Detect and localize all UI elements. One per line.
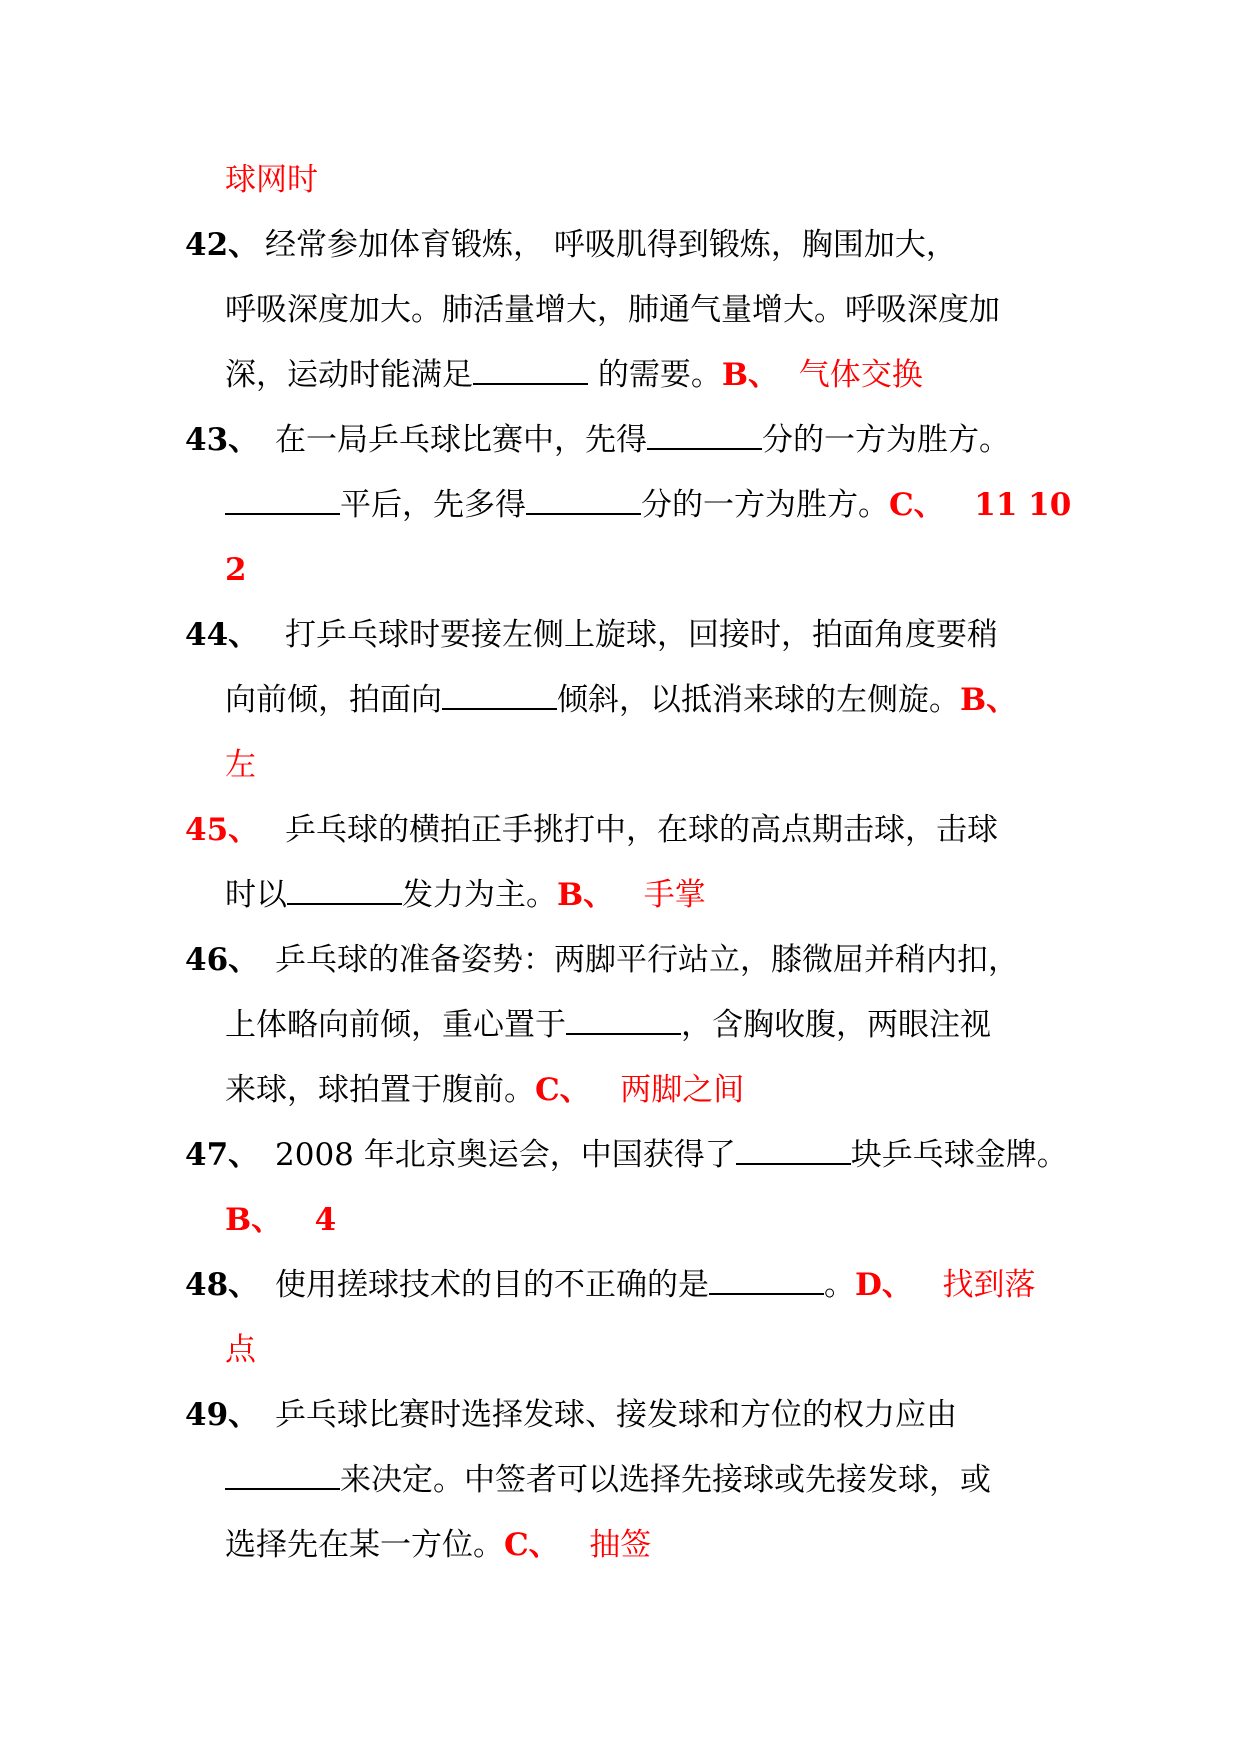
question-text: 向前倾，拍面向 xyxy=(225,682,442,718)
question-text: 来球，球拍置于腹前。 xyxy=(225,1072,535,1108)
question-42-line-1 xyxy=(185,225,957,265)
answer-letter: C、 xyxy=(535,1072,591,1108)
question-text: 分的一方为胜方。 xyxy=(641,487,889,523)
answer-text: 气体交换 xyxy=(798,357,923,393)
question-number: 49、 xyxy=(185,1397,260,1433)
question-text: 使用搓球技术的目的不正确的是 xyxy=(275,1267,709,1303)
answer-text: 找到落 xyxy=(942,1267,1036,1303)
question-text: 乒乓球比赛时选择发球、接发球和方位的权力应由 xyxy=(275,1397,957,1433)
question-text: 经常参加体育锻炼， 呼吸肌得到锻炼，胸围加大， xyxy=(265,227,957,263)
question-46-line-3 xyxy=(225,1070,744,1110)
question-49-line-3 xyxy=(225,1525,651,1565)
answer-blank xyxy=(442,680,557,710)
question-number: 48、 xyxy=(185,1267,260,1303)
question-text: 上体略向前倾，重心置于 xyxy=(225,1007,566,1043)
question-number: 44、 xyxy=(185,617,260,653)
answer-blank xyxy=(709,1265,824,1295)
question-45-line-2 xyxy=(225,875,706,915)
question-text: 深，运动时能满足 xyxy=(225,357,473,393)
question-text: 发力为主。 xyxy=(402,877,557,913)
question-text: ，含胸收腹，两眼注视 xyxy=(681,1007,991,1043)
question-44-line-1 xyxy=(185,615,998,655)
question-45-line-1 xyxy=(185,810,998,850)
question-number: 46、 xyxy=(185,942,260,978)
answer-text: 左 xyxy=(225,747,256,783)
question-text: 倾斜，以抵消来球的左侧旋。 xyxy=(557,682,960,718)
question-43-answer-continuation xyxy=(225,550,247,590)
answer-blank xyxy=(225,1460,340,1490)
answer-letter: B、 xyxy=(225,1202,283,1238)
question-text: 。 xyxy=(824,1267,855,1303)
question-number: 47、 xyxy=(185,1137,260,1173)
answer-text: 11 10 xyxy=(974,487,1072,523)
answer-text: 4 xyxy=(314,1202,337,1238)
question-42-line-2 xyxy=(225,290,1000,330)
question-text: 乒乓球的准备姿势：两脚平行站立，膝微屈并稍内扣， xyxy=(275,942,1019,978)
question-text: 乒乓球的横拍正手挑打中，在球的高点期击球，击球 xyxy=(285,812,998,848)
question-text: 平后，先多得 xyxy=(340,487,526,523)
question-text: 分的一方为胜方。 xyxy=(762,422,1010,458)
answer-text: 抽签 xyxy=(589,1527,652,1563)
answer-text: 两脚之间 xyxy=(620,1072,745,1108)
question-text: 的需要。 xyxy=(588,357,722,393)
question-text: 时以 xyxy=(225,877,287,913)
question-42-line-3 xyxy=(225,355,923,395)
question-46-line-2 xyxy=(225,1005,991,1045)
question-text: 2008 年北京奥运会，中国获得了 xyxy=(275,1137,736,1173)
question-48-line-1 xyxy=(185,1265,1035,1305)
question-44-answer-continuation xyxy=(225,745,256,785)
continuation-answer xyxy=(225,160,318,200)
answer-text: 手掌 xyxy=(643,877,706,913)
question-number: 42、 xyxy=(185,227,260,263)
question-49-line-2 xyxy=(225,1460,991,1500)
answer-blank xyxy=(473,355,588,385)
question-text: 选择先在某一方位。 xyxy=(225,1527,504,1563)
answer-blank xyxy=(526,485,641,515)
question-44-line-2 xyxy=(225,680,1017,720)
question-text: 块乒乓球金牌。 xyxy=(850,1137,1068,1173)
question-43-line-1 xyxy=(185,420,1010,460)
answer-blank xyxy=(647,420,762,450)
answer-letter: C、 xyxy=(889,487,945,523)
question-47-answer xyxy=(225,1200,336,1240)
question-number: 43、 xyxy=(185,422,260,458)
answer-letter: B、 xyxy=(557,877,615,913)
answer-text: 球网时 xyxy=(225,162,318,198)
question-text: 来决定。中签者可以选择先接球或先接发球，或 xyxy=(340,1462,991,1498)
answer-letter: B、 xyxy=(721,357,780,393)
answer-blank xyxy=(566,1005,681,1035)
question-text: 在一局乒乓球比赛中，先得 xyxy=(275,422,647,458)
question-47-line-1 xyxy=(185,1135,1068,1175)
question-48-answer-continuation xyxy=(225,1330,256,1370)
question-text: 打乒乓球时要接左侧上旋球，回接时，拍面角度要稍 xyxy=(285,617,998,653)
answer-text: 2 xyxy=(225,552,247,588)
question-46-line-1 xyxy=(185,940,1019,980)
answer-letter: B、 xyxy=(960,682,1018,718)
answer-letter: C、 xyxy=(504,1527,560,1563)
question-49-line-1 xyxy=(185,1395,957,1435)
answer-blank xyxy=(287,875,402,905)
answer-blank xyxy=(736,1135,851,1165)
question-43-line-2 xyxy=(225,485,1071,525)
answer-text: 点 xyxy=(225,1332,256,1368)
question-text: 呼吸深度加大。肺活量增大，肺通气量增大。呼吸深度加 xyxy=(225,292,1000,328)
answer-blank xyxy=(225,485,340,515)
answer-letter: D、 xyxy=(855,1267,913,1303)
question-number: 45、 xyxy=(185,812,260,848)
